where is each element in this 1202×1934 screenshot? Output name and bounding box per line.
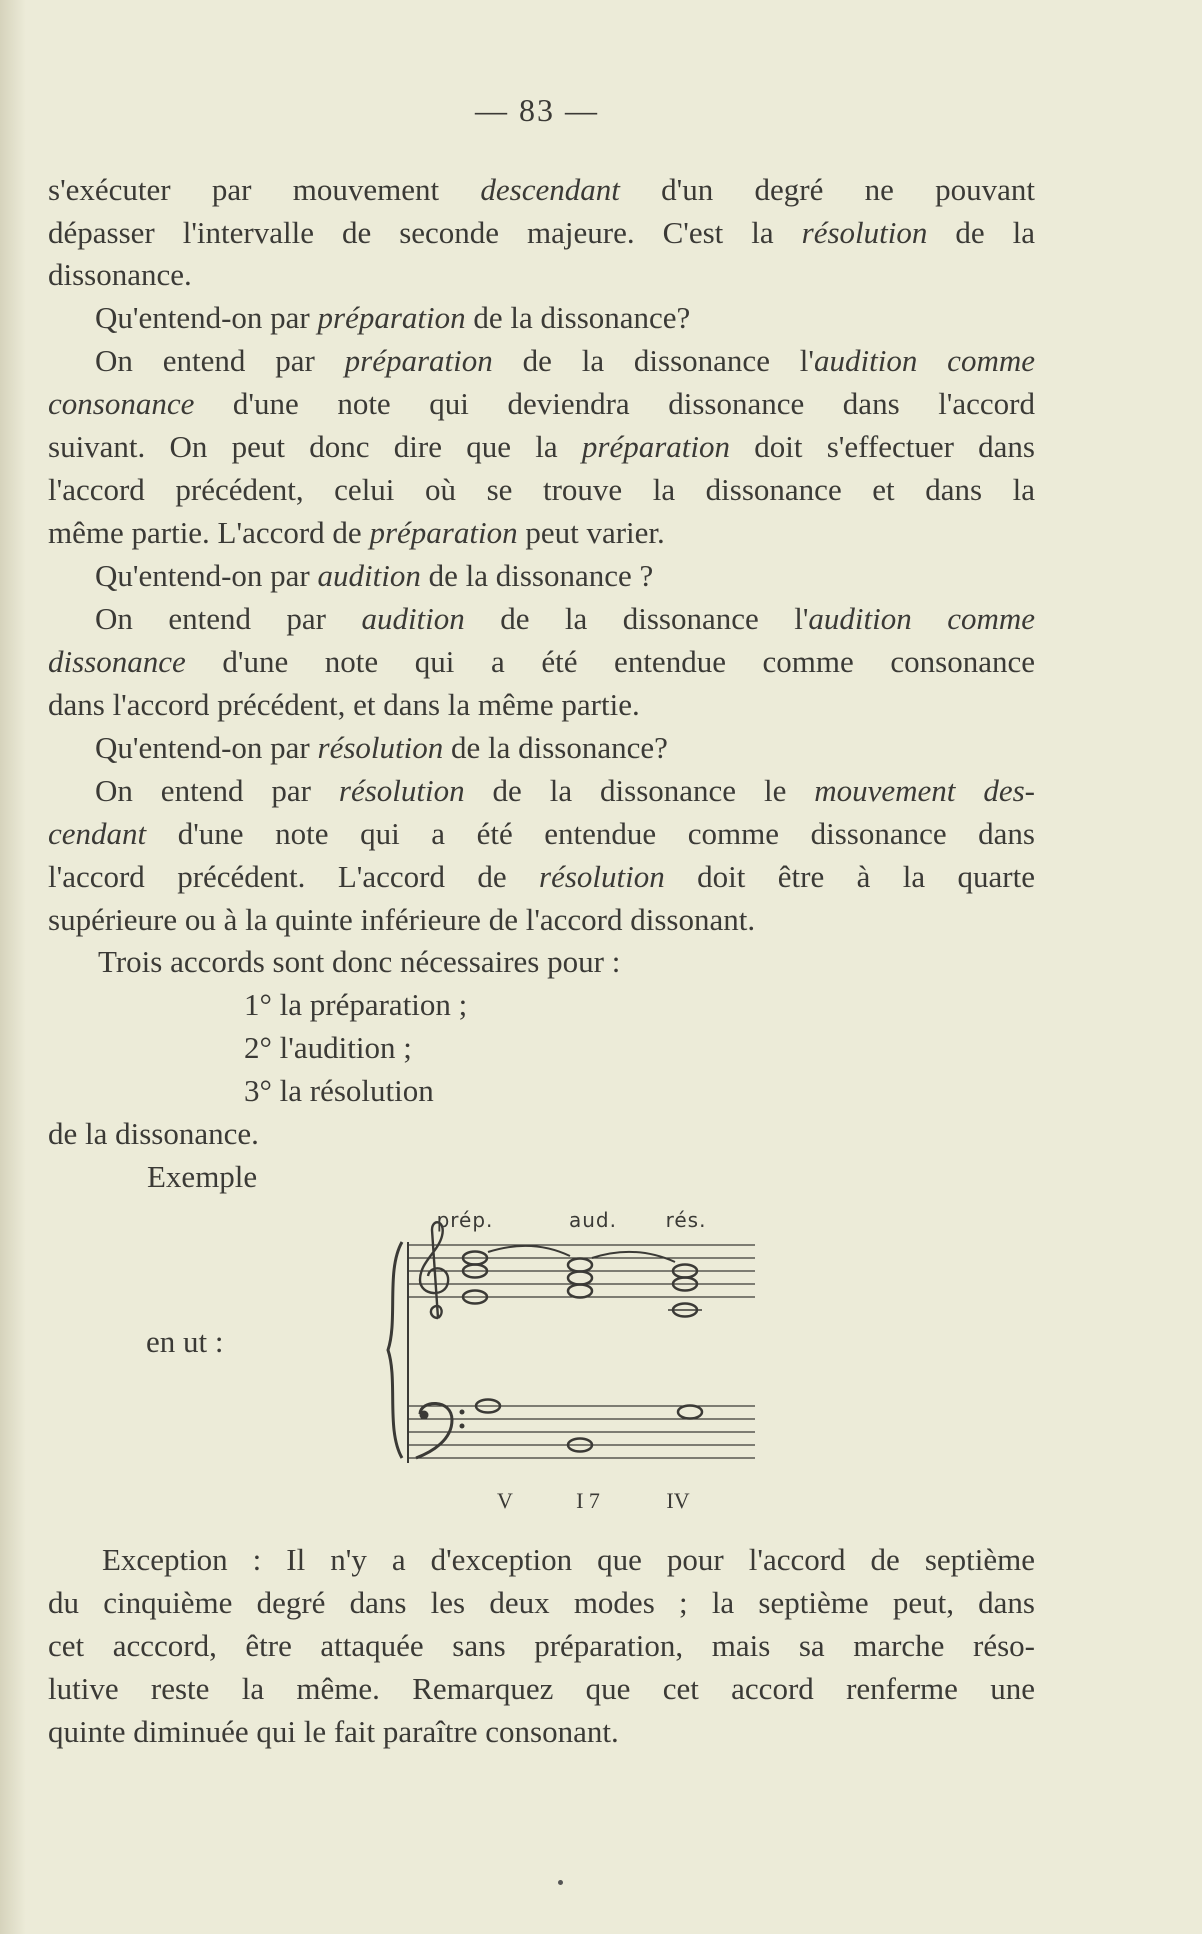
text-line: dans l'accord précédent, et dans la même partie. [48, 687, 640, 722]
text-line: dépasser l'intervalle de seconde majeure. C'est la résolution de la [48, 215, 1035, 250]
text-line: On entend par résolution de la dissonance le mouvement des- [95, 773, 1035, 808]
exception-line: quinte diminuée qui le fait paraître consonant. [48, 1714, 619, 1749]
text-line: l'accord précédent, celui où se trouve la dissonance et dans la [48, 472, 1035, 507]
text-line: Trois accords sont donc nécessaires pour : [98, 944, 621, 979]
text-line: l'accord précédent. L'accord de résolution doit être à la quarte [48, 859, 1035, 894]
question-line: Qu'entend-on par résolution de la dissonance? [95, 730, 668, 765]
list-item: 3° la résolution [244, 1073, 434, 1108]
page-number: — 83 — [475, 92, 599, 128]
chord-prep-treble [463, 1252, 487, 1304]
music-example [380, 1200, 780, 1520]
text-line: même partie. L'accord de préparation peut varier. [48, 515, 665, 550]
degree-label: IV [666, 1488, 690, 1513]
label-aud: aud. [569, 1208, 617, 1232]
list-item: 2° l'audition ; [244, 1030, 412, 1065]
tie-arc [592, 1252, 675, 1262]
text-line: de la dissonance. [48, 1116, 259, 1151]
example-heading: Exemple [147, 1159, 258, 1194]
list-item: 1° la préparation ; [244, 987, 468, 1022]
page-edge-shadow [0, 0, 26, 1934]
exception-line: du cinquième degré dans les deux modes ; la septième peut, dans [48, 1585, 1035, 1620]
text-line: cendant d'une note qui a été entendue comme dissonance dans [48, 816, 1035, 851]
exception-line: Exception : Il n'y a d'exception que pour l'accord de septième [102, 1542, 1035, 1577]
text-line: supérieure ou à la quinte inférieure de l'accord dissonant. [48, 902, 756, 937]
music-score [380, 1200, 780, 1520]
degree-label: V [497, 1488, 513, 1513]
degree-label: I 7 [576, 1488, 600, 1513]
bass-clef-dot [460, 1424, 465, 1429]
text-line: consonance d'une note qui deviendra dissonance dans l'accord [48, 386, 1035, 421]
question-line: Qu'entend-on par préparation de la dissonance? [95, 300, 691, 335]
tie-arc [488, 1246, 570, 1256]
label-res: rés. [665, 1208, 707, 1232]
bass-note-res [678, 1406, 702, 1419]
key-label: en ut : [146, 1324, 224, 1359]
exception-line: lutive reste la même. Remarquez que cet accord renferme une [48, 1671, 1035, 1706]
chord-res-treble [673, 1265, 697, 1317]
bass-clef-dot [420, 1411, 429, 1420]
text-line: s'exécuter par mouvement descendant d'un degré ne pouvant [48, 172, 1036, 207]
label-prep: prép. [436, 1208, 494, 1232]
text-line: dissonance d'une note qui a été entendue comme consonance [48, 644, 1035, 679]
brace [388, 1242, 402, 1458]
chord-aud-treble [568, 1259, 592, 1298]
text-line: On entend par préparation de la dissonance l'audition comme [95, 343, 1035, 378]
text-line: On entend par audition de la dissonance l'audition comme [95, 601, 1035, 636]
text-line: suivant. On peut donc dire que la préparation doit s'effectuer dans [48, 429, 1035, 464]
bass-staff [408, 1406, 755, 1458]
exception-line: cet acccord, être attaquée sans préparation, mais sa marche réso- [48, 1628, 1035, 1663]
text-line: dissonance. [48, 257, 192, 292]
question-line: Qu'entend-on par audition de la dissonance ? [95, 558, 654, 593]
treble-clef-icon [420, 1222, 448, 1318]
ink-speck [558, 1880, 563, 1885]
bass-clef-dot [460, 1410, 465, 1415]
